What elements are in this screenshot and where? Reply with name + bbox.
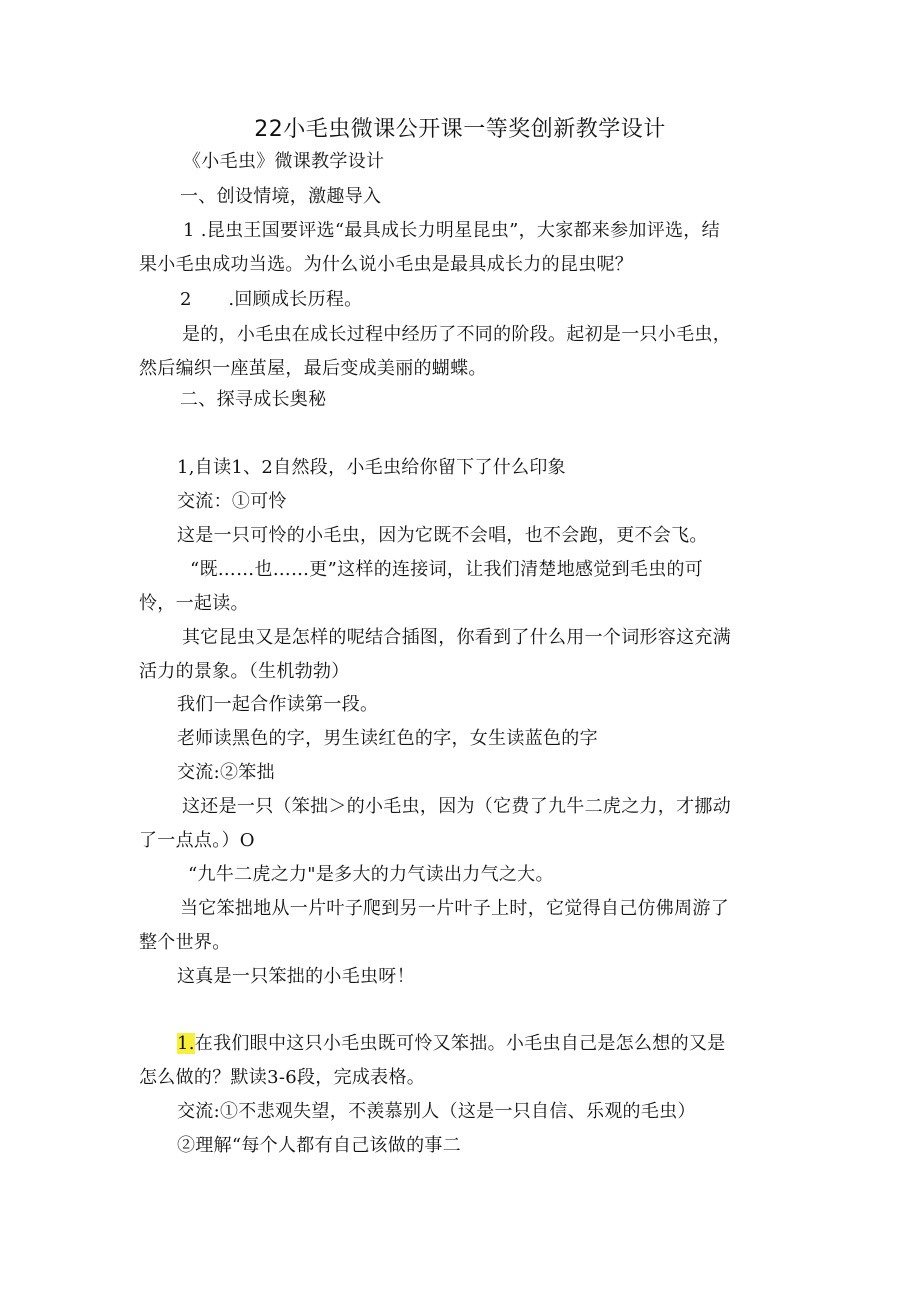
paragraph-line: 怜，一起读。 xyxy=(139,593,249,614)
paragraph-line: 交流:②笨拙 xyxy=(177,762,275,783)
paragraph-line: 整个世界。 xyxy=(139,932,231,953)
paragraph-line: 了一点点。）O xyxy=(139,830,255,851)
paragraph-line: 当它笨拙地从一片叶子爬到另一片叶子上时，它觉得自己仿佛周游了 xyxy=(180,898,729,919)
paragraph-line: 老师读黑色的字，男生读红色的字，女生读蓝色的字 xyxy=(177,728,598,749)
section-heading-2: 二、探寻成长奥秘 xyxy=(180,389,327,410)
paragraph-line: 1,自读1、2自然段，小毛虫给你留下了什么印象 xyxy=(177,457,566,478)
paragraph-line: 交流:①不悲观失望，不羡慕别人（这是一只自信、乐观的毛虫） xyxy=(177,1101,696,1122)
subtitle-line: 《小毛虫》微课教学设计 xyxy=(183,151,385,172)
paragraph-line: ②理解“每个人都有自己该做的事二 xyxy=(177,1135,462,1156)
paragraph-line: “九牛二虎之力"是多大的力气读出力气之大。 xyxy=(188,864,554,885)
highlight-marker: 1. xyxy=(177,1033,195,1054)
paragraph-line: 交流：①可怜 xyxy=(177,491,287,512)
paragraph-line: 2 .回顾成长历程。 xyxy=(180,289,363,310)
paragraph-line: 是的，小毛虫在成长过程中经历了不同的阶段。起初是一只小毛虫， xyxy=(182,324,731,345)
paragraph-line: 这真是一只笨拙的小毛虫呀！ xyxy=(177,966,415,987)
paragraph-line: 然后编织一座茧屋，最后变成美丽的蝴蝶。 xyxy=(139,358,487,379)
paragraph-line: 怎么做的？默读3-6段，完成表格。 xyxy=(139,1067,426,1088)
paragraph-line-highlighted xyxy=(177,1032,725,1056)
paragraph-line: 1 .昆虫王国要评选“最具成长力明星昆虫”，大家都来参加评选，结 xyxy=(183,220,720,241)
paragraph-line: 这还是一只（笨拙＞的小毛虫，因为（它费了九牛二虎之力，才挪动 xyxy=(182,796,731,817)
section-heading-1: 一、创设情境，激趣导入 xyxy=(180,186,382,207)
paragraph-text: 在我们眼中这只小毛虫既可怜又笨拙。小毛虫自己是怎么想的又是 xyxy=(194,1033,726,1054)
paragraph-line: 果小毛虫成功当选。为什么说小毛虫是最具成长力的昆虫呢？ xyxy=(139,254,634,275)
paragraph-line: 其它昆虫又是怎样的呢结合插图，你看到了什么用一个词形容这充满 xyxy=(182,627,731,648)
paragraph-line: 这是一只可怜的小毛虫，因为它既不会唱，也不会跑，更不会飞。 xyxy=(177,525,708,546)
paragraph-line: 我们一起合作读第一段。 xyxy=(177,694,379,715)
paragraph-line: 活力的景象。（生机勃勃） xyxy=(139,661,350,682)
paragraph-line: “既……也……更”这样的连接词，让我们清楚地感觉到毛虫的可 xyxy=(190,559,704,580)
document-title: 22小毛虫微课公开课一等奖创新教学设计 xyxy=(254,117,666,142)
